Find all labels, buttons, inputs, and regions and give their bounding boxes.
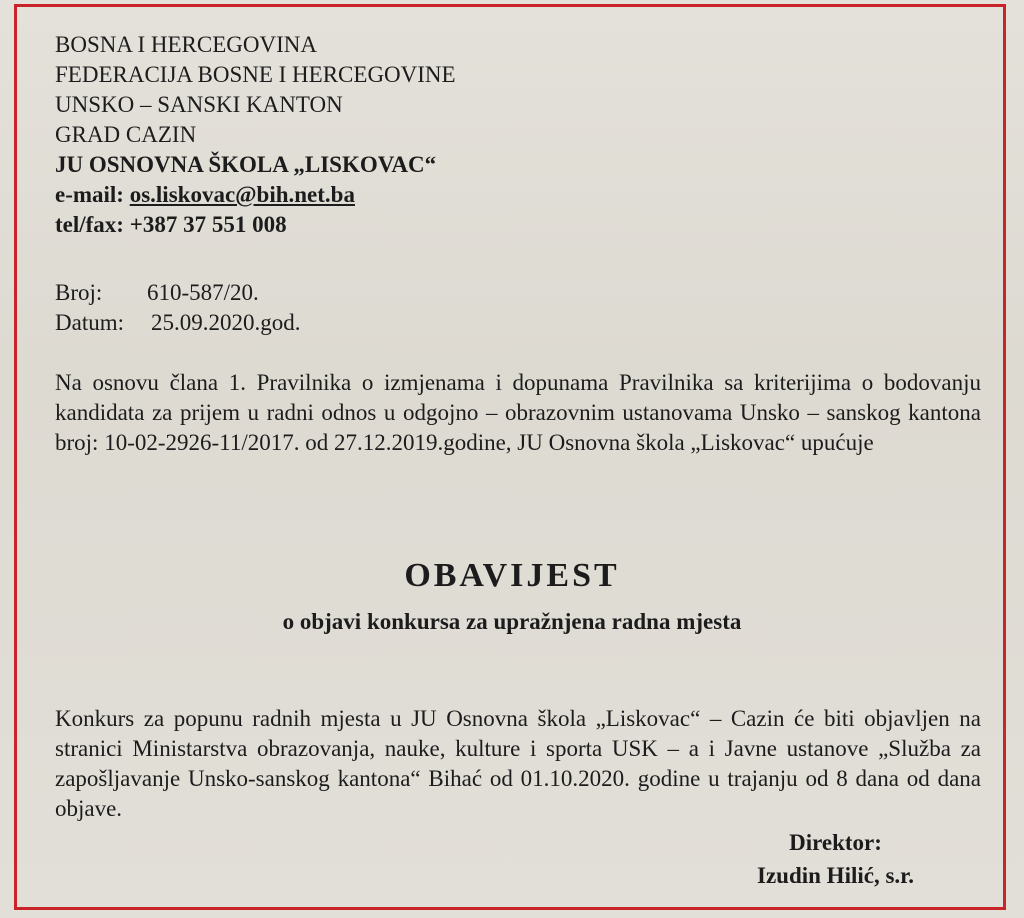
tel-value: +387 37 551 008 (129, 212, 287, 237)
datum-row (55, 308, 301, 338)
document-meta (55, 278, 301, 338)
datum-value: 25.09.2020.god. (151, 310, 301, 335)
tel-label: tel/fax: (55, 212, 124, 237)
letterhead (55, 30, 456, 240)
broj-value: 610-587/20. (147, 280, 259, 305)
email-label: e-mail: (55, 182, 124, 207)
announcement-subtitle: o objavi konkursa za upražnjena radna mjesta (282, 609, 742, 634)
country-line: BOSNA I HERCEGOVINA (55, 32, 317, 57)
body-paragraph: Konkurs za popunu radnih mjesta u JU Osnovna škola „Liskovac“ – Cazin će biti objavljen na stranici Ministarstva obrazovanja, nauke, kulture i sporta USK – a i Javne ustanove „Služba za zapošljavanje Unsko-sanskog kantona“ Bihać od 01.10.2020. godine u trajanju od 8 dana od dana objave. (55, 706, 981, 821)
broj-label: Broj: (55, 280, 103, 305)
signature-role: Direktor: (789, 830, 882, 855)
datum-label: Datum: (55, 310, 124, 335)
broj-row (55, 278, 301, 308)
federation-line: FEDERACIJA BOSNE I HERCEGOVINE (55, 62, 456, 87)
email-link[interactable]: os.liskovac@bih.net.ba (129, 182, 355, 207)
school-name: JU OSNOVNA ŠKOLA „LISKOVAC“ (55, 152, 437, 177)
city-line: GRAD CAZIN (55, 122, 197, 147)
intro-paragraph: Na osnovu člana 1. Pravilnika o izmjenama i dopunama Pravilnika sa kriterijima o bodovanju kandidata za prijem u radni odnos u odgojno – obrazovnim ustanovama Unsko – sanskog kantona broj: 10-02-2926-11/2017. od 27.12.2019.godine, JU Osnovna škola „Liskovac“ upućuje (55, 370, 981, 455)
tel-line (55, 210, 456, 240)
signature-name: Izudin Hilić, s.r. (757, 863, 914, 888)
email-line (55, 180, 456, 210)
signature-block (757, 826, 914, 892)
canton-line: UNSKO – SANSKI KANTON (55, 92, 343, 117)
announcement-title: OBAVIJEST (404, 557, 620, 594)
